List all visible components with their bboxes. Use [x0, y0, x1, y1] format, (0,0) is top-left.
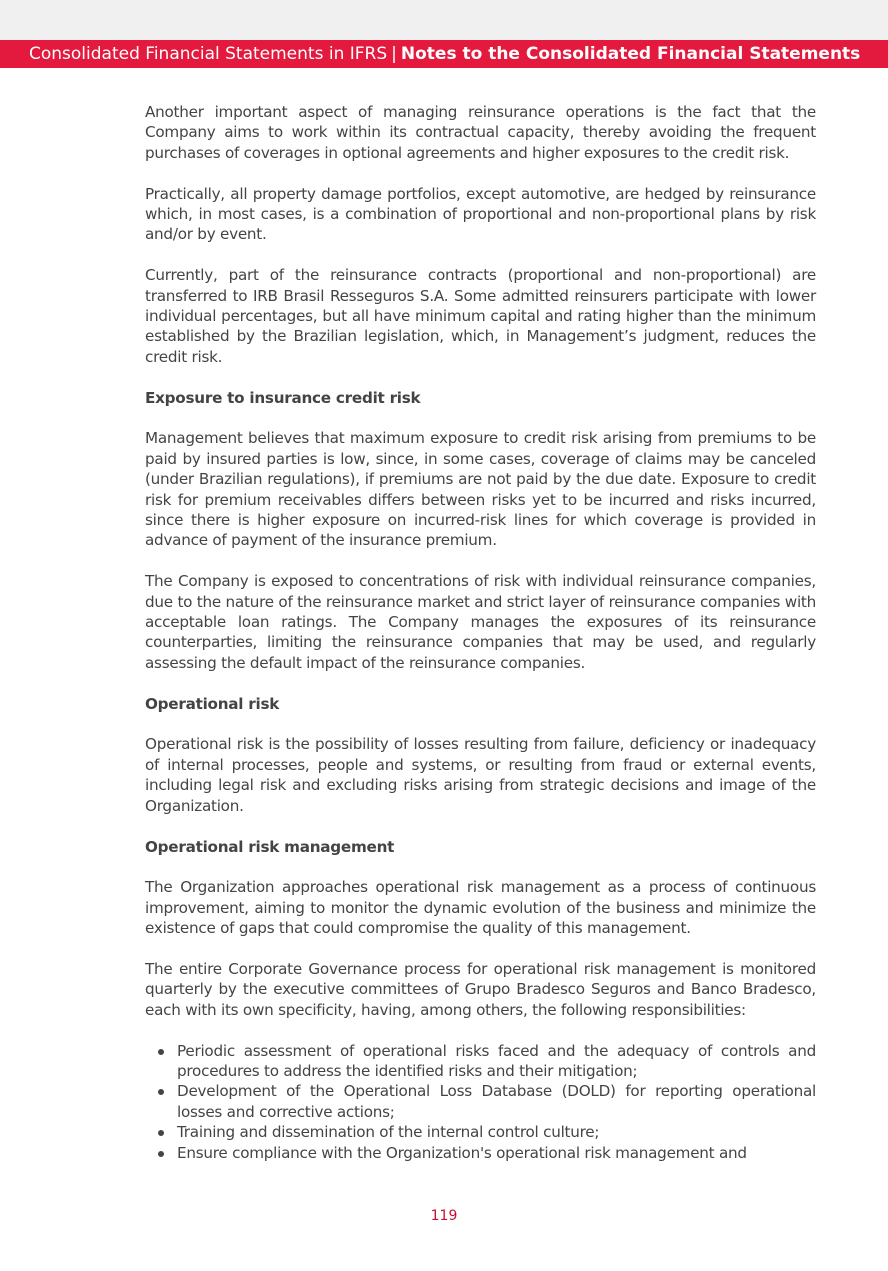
- paragraph-reinsurance-contracts: Currently, part of the reinsurance contracts (proportional and non-proportional) are transferred to IRB Brasil Resseguros S.A. Some admitted reinsurers participate with lower individual percentages, but all have minimum capital and rating higher than the minimum established by the Brazilian legislation, which, in Management’s judgment, reduces the credit risk.: [145, 266, 816, 366]
- list-item: Ensure compliance with the Organization's operational risk management and: [177, 1143, 816, 1163]
- top-margin-band: [0, 0, 888, 40]
- paragraph-operational-risk-definition: Operational risk is the possibility of losses resulting from failure, deficiency or inadequacy of internal processes, people and systems, or resulting from fraud or external events, including legal risk and excluding risks arising from strategic decisions and image of the Organization.: [145, 735, 816, 815]
- paragraph-continuous-improvement: The Organization approaches operational risk management as a process of continuous improvement, aiming to monitor the dynamic evolution of the business and minimize the existence of gaps that could compromise the quality of this management.: [145, 878, 816, 938]
- page-number: 119: [430, 1208, 458, 1224]
- header-separator: |: [391, 44, 397, 64]
- paragraph-reinsurance-capacity: Another important aspect of managing reinsurance operations is the fact that the Company aims to work within its contractual capacity, thereby avoiding the frequent purchases of coverages in optional agreements and higher exposures to the credit risk.: [145, 103, 816, 162]
- paragraph-corporate-governance: The entire Corporate Governance process for operational risk management is monitored quarterly by the executive committees of Grupo Bradesco Seguros and Banco Bradesco, each with its own specificity, having, among others, the following responsibilities:: [145, 959, 816, 1019]
- document-title: Consolidated Financial Statements in IFRS: [29, 44, 388, 64]
- responsibilities-list: [145, 1041, 816, 1163]
- list-item: Training and dissemination of the internal control culture;: [177, 1122, 816, 1142]
- list-item: Periodic assessment of operational risks faced and the adequacy of controls and procedures to address the identified risks and their mitigation;: [177, 1041, 816, 1080]
- paragraph-reinsurance-concentration: The Company is exposed to concentrations of risk with individual reinsurance companies, due to the nature of the reinsurance market and strict layer of reinsurance companies with acceptable loan ratings. The Company manages the exposures of its reinsurance counterparties, limiting the reinsurance companies that may be used, and regularly assessing the default impact of the reinsurance companies.: [145, 572, 816, 672]
- paragraph-property-damage-hedging: Practically, all property damage portfolios, except automotive, are hedged by reinsurance which, in most cases, is a combination of proportional and non-proportional plans by risk and/or by event.: [145, 184, 816, 244]
- section-title: Notes to the Consolidated Financial Statements: [400, 44, 861, 64]
- heading-operational-risk-management: Operational risk management: [145, 837, 395, 856]
- page-body: [145, 102, 816, 1163]
- heading-operational-risk: Operational risk: [145, 694, 280, 713]
- paragraph-premium-credit-exposure: Management believes that maximum exposure to credit risk arising from premiums to be paid by insured parties is low, since, in some cases, coverage of claims may be canceled (under Brazilian regulations), if premiums are not paid by the due date. Exposure to credit risk for premium receivables differs between risks yet to be incurred and risks incurred, since there is higher exposure on incurred-risk lines for which coverage is provided in advance of payment of the insurance premium.: [145, 429, 816, 550]
- running-header: [0, 40, 888, 68]
- list-item: Development of the Operational Loss Database (DOLD) for reporting operational losses and corrective actions;: [177, 1082, 816, 1121]
- heading-insurance-credit-risk: Exposure to insurance credit risk: [145, 388, 421, 407]
